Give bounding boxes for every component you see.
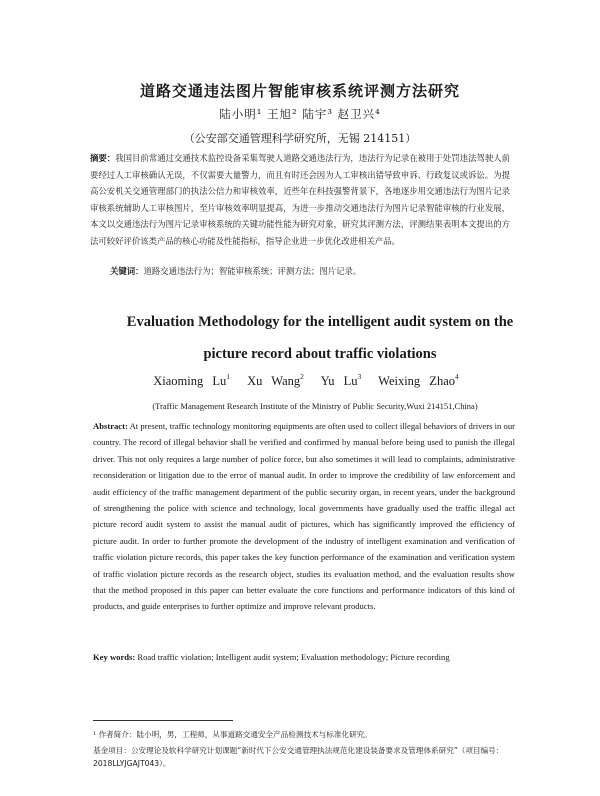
footnote-divider	[93, 720, 233, 721]
chinese-abstract	[90, 150, 510, 249]
author-sup: 2	[300, 372, 304, 381]
english-title-line2: picture record about traffic violations	[203, 346, 437, 362]
english-keywords	[93, 652, 513, 662]
english-abstract	[93, 418, 515, 615]
english-title-line1: Evaluation Methodology for the intelligent audit system on the	[126, 314, 514, 330]
chinese-keywords-label: 关键词：	[110, 266, 144, 276]
chinese-abstract-label: 摘要：	[90, 153, 116, 163]
english-abstract-label: Abstract:	[93, 421, 128, 431]
author-name: Weixing Zhao	[378, 374, 455, 388]
author-name: Yu Lu	[320, 374, 358, 388]
chinese-keywords-text: 道路交通违法行为；智能审核系统；评测方法；图片记录。	[143, 266, 362, 276]
english-affiliation: (Traffic Management Research Institute of the Ministry of Public Security,Wuxi 214151,China)	[152, 401, 478, 411]
chinese-keywords	[110, 265, 510, 277]
footnote-funding: 基金项目：公安理论及软科学研究计划课题“新时代下公安交通管理执法规范化建设装备要求及管理体系研究”（项目编号：2018LLYJGAJT043）。	[93, 746, 504, 768]
author-name: Xiaoming Lu	[153, 374, 227, 388]
chinese-authors: 陆小明¹ 王旭² 陆宇³ 赵卫兴⁴	[219, 107, 381, 121]
footnote-author-bio: ¹ 作者简介：陆小明，男，工程师，从事道路交通安全产品检测技术与标准化研究。	[93, 730, 372, 739]
english-keywords-label: Key words:	[93, 652, 136, 662]
english-abstract-text: At present, traffic technology monitoring equipments are often used to collect illegal behaviors of drivers in our country. The record of illegal behavior shall be verified and confirmed by manual before being used to punish the illegal driver. This not only requires a large number of police force, but also sometimes it will lead to complaints, administrative reconsideration or litigation due to the error of manual audit. In order to improve the credibility of law enforcement and audit efficiency of the traffic management department of the public security organ, in recent years, under the background of strengthening the police with science and technology, local governments have gradually used the traffic illegal act picture record audit system to assist the manual audit of pictures, which has significantly improved the efficiency of picture audit. In order to further promote the development of the industry of intelligent examination and verification of traffic violation picture records, this paper takes the key function performance of the examination and verification system of traffic violation picture records as the research object, studies its evaluation method, and the evaluation results show that the method proposed in this paper can better evaluate the core functions and performance indicators of this kind of products, and guide enterprises to further optimize and improve relevant products.	[93, 421, 515, 612]
author-sup: 4	[455, 372, 459, 381]
english-keywords-text: Road traffic violation; Intelligent audit system; Evaluation methodology; Picture recording	[137, 652, 450, 662]
author-sup: 1	[226, 372, 230, 381]
english-authors	[0, 372, 600, 389]
chinese-abstract-text: 我国目前常通过交通技术监控设备采集驾驶人道路交通违法行为，违法行为记录在被用于处罚违法驾驶人前要经过人工审核确认无误，不仅需要大量警力，而且有时还会因为人工审核出错导致申诉、行政复议或诉讼。为提高公安机关交通管理部门的执法公信力和审核效率，近些年在科技强警背景下，各地逐步用交通违法行为图片记录审核系统辅助人工审核图片，至片审核效率明显提高，为进一步推动交通违法行为图片记录智能审核的行业发展，本文以交通违法行为图片记录审核系统的关键功能性能为研究对象，研究其评测方法，评测结果表明本文提出的方法可较好评价该类产品的核心功能及性能指标，指导企业进一步优化改进相关产品。	[90, 153, 510, 246]
author-sup: 3	[357, 372, 362, 381]
author-name: Xu Wang	[247, 374, 301, 388]
chinese-title: 道路交通违法图片智能审核系统评测方法研究	[139, 82, 460, 100]
chinese-affiliation: （公安部交通管理科学研究所，无锡 214151）	[183, 132, 417, 145]
